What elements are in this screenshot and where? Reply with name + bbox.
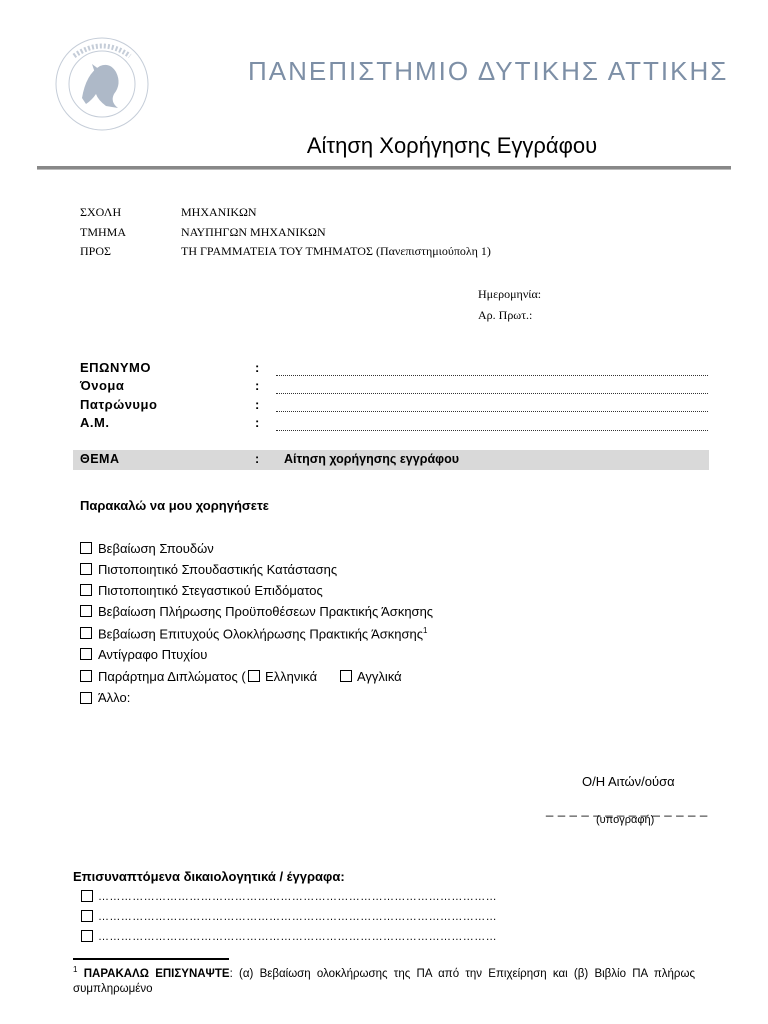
option-label: Βεβαίωση Πλήρωσης Προϋποθέσεων Πρακτικής Άσκησης — [98, 604, 434, 619]
option-label: Αντίγραφο Πτυχίου — [98, 647, 208, 662]
footnote-bold-text: ΠΑΡΑΚΑΛΩ ΕΠΙΣΥΝΑΨΤΕ — [83, 967, 230, 980]
option-label: Παράρτημα Διπλώματος ( — [98, 669, 246, 684]
option-label: Πιστοποιητικό Στεγαστικού Επιδόματος — [98, 583, 323, 598]
student-id-field[interactable] — [276, 430, 708, 431]
attachment-checkbox[interactable] — [81, 890, 93, 902]
signature-line[interactable]: _ _ _ _ _ _ _ _ _ _ _ _ _ _ — [546, 802, 708, 817]
option-label — [98, 626, 428, 641]
attachment-line[interactable]: …………………………………………………………………………………………… — [98, 891, 497, 903]
request-intro: Παρακαλώ να μου χορηγήσετε — [80, 498, 269, 513]
option-label-text: Βεβαίωση Επιτυχούς Ολοκλήρωσης Πρακτικής Άσκησης — [98, 626, 424, 642]
title-divider-shadow — [37, 169, 731, 170]
first-name-field[interactable] — [276, 393, 708, 394]
department-value: ΝΑΥΠΗΓΩΝ ΜΗΧΑΝΙΚΩΝ — [181, 225, 326, 239]
surname-colon: : — [255, 360, 260, 375]
school-label: ΣΧΟΛΗ — [80, 205, 122, 219]
option-label: Πιστοποιητικό Σπουδαστικής Κατάστασης — [98, 562, 338, 577]
subject-value: Αίτηση χορήγησης εγγράφου — [284, 452, 459, 466]
option-checkbox[interactable] — [80, 670, 92, 682]
language-checkbox[interactable] — [248, 670, 260, 682]
attachments-title: Επισυναπτόμενα δικαιολογητικά / έγγραφα: — [73, 869, 345, 884]
option-label: Βεβαίωση Σπουδών — [98, 541, 214, 556]
school-value: ΜΗΧΑΝΙΚΩΝ — [181, 205, 257, 219]
first-name-colon: : — [255, 378, 260, 393]
option-checkbox[interactable] — [80, 563, 92, 575]
protocol-number-label: Αρ. Πρωτ.: — [478, 308, 533, 322]
attachment-checkbox[interactable] — [81, 930, 93, 942]
option-checkbox[interactable] — [80, 648, 92, 660]
university-name: ΠΑΝΕΠΙΣΤΗΜΙΟ ΔΥΤΙΚΗΣ ΑΤΤΙΚΗΣ — [248, 56, 729, 86]
signature-caption: (υπογραφή) — [596, 814, 655, 826]
attachment-line[interactable]: …………………………………………………………………………………………… — [98, 911, 497, 923]
language-label-english: Αγγλικά — [357, 669, 402, 684]
department-label: ΤΜΗΜΑ — [80, 225, 127, 239]
option-checkbox[interactable] — [80, 692, 92, 704]
subject-label: ΘΕΜΑ — [80, 452, 120, 466]
footnote-number: 1 — [73, 965, 78, 974]
option-checkbox[interactable] — [80, 627, 92, 639]
footnote-ref: 1 — [423, 626, 428, 635]
option-checkbox[interactable] — [80, 584, 92, 596]
document-title: Αίτηση Χορήγησης Εγγράφου — [306, 133, 598, 158]
attachment-line[interactable]: …………………………………………………………………………………………… — [98, 931, 497, 943]
option-checkbox[interactable] — [80, 605, 92, 617]
language-checkbox[interactable] — [340, 670, 352, 682]
footnote — [73, 962, 695, 997]
recipient-value: ΤΗ ΓΡΑΜΜΑΤΕΙΑ ΤΟΥ ΤΜΗΜΑΤΟΣ (Πανεπιστημιούπολη 1) — [181, 244, 491, 258]
option-checkbox[interactable] — [80, 542, 92, 554]
footnote-text: : (α) Βεβαίωση ολοκλήρωσης της ΠΑ από την Επιχείρηση και (β) Βιβλίο ΠΑ πλήρως συμπληρωμένο — [73, 967, 695, 995]
father-name-colon: : — [255, 397, 260, 412]
footnote-divider — [73, 958, 229, 960]
father-name-field[interactable] — [276, 411, 708, 412]
attachment-checkbox[interactable] — [81, 910, 93, 922]
surname-label: ΕΠΩΝΥΜΟ — [80, 360, 151, 375]
language-label-greek: Ελληνικά — [265, 669, 318, 684]
recipient-label: ΠΡΟΣ — [80, 244, 111, 258]
first-name-label: Όνομα — [80, 378, 125, 393]
student-id-label: Α.Μ. — [80, 415, 110, 430]
date-label: Ημερομηνία: — [478, 287, 542, 301]
father-name-label: Πατρώνυμο — [80, 397, 158, 412]
subject-colon: : — [255, 452, 260, 466]
surname-field[interactable] — [276, 375, 708, 376]
option-label: Άλλο: — [98, 690, 131, 705]
applicant-label: Ο/Η Αιτών/ούσα — [582, 774, 675, 789]
university-seal-icon — [52, 36, 152, 132]
student-id-colon: : — [255, 415, 260, 430]
